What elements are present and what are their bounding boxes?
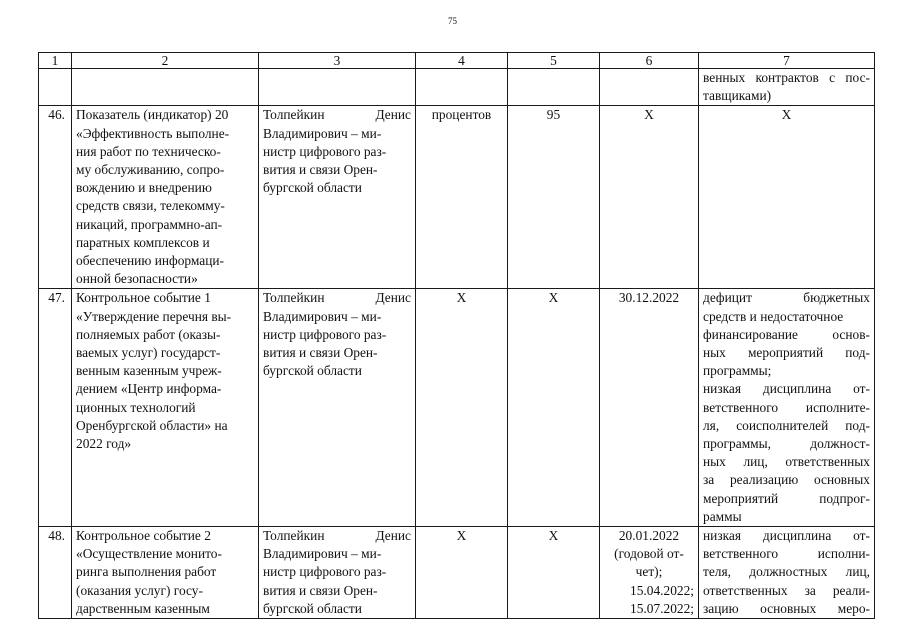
- cell-line: ветственного исполните-: [703, 399, 870, 415]
- cell-line: бургской области: [263, 600, 362, 616]
- cell-line: теля, должностных лиц,: [703, 564, 870, 580]
- cell-value: [508, 69, 600, 106]
- cell-line: зацию основных меро-: [703, 600, 870, 616]
- cell-line: (оказания услуг) госу-: [76, 582, 203, 598]
- cell-value: [508, 527, 600, 619]
- cell-line: му обслуживанию, сопро-: [76, 162, 225, 178]
- cell-line: «Осуществление монито-: [76, 546, 222, 562]
- cell-line: вития и связи Орен-: [263, 582, 378, 598]
- cell-responsible: [259, 527, 416, 619]
- cell-line: нистр цифрового раз-: [263, 326, 387, 342]
- cell-line: венных контрактов с пос-: [703, 70, 870, 85]
- cell-date: [600, 527, 699, 619]
- column-number: 7: [699, 53, 875, 69]
- cell-line: венным казенным учреж-: [76, 363, 222, 379]
- cell-value: [508, 289, 600, 527]
- cell-line: ционных технологий: [76, 399, 196, 415]
- cell-line: дефицит бюджетных: [703, 290, 870, 306]
- row-number: 47.: [39, 289, 72, 527]
- cell-unit: [416, 527, 508, 619]
- cell-line: бургской области: [263, 180, 362, 196]
- page-number: 75: [448, 16, 457, 26]
- cell-line: мероприятий подпрог-: [703, 490, 870, 506]
- cell-line: (годовой от-: [614, 546, 684, 562]
- table-row: [39, 527, 875, 619]
- cell-name: [72, 106, 259, 289]
- cell-line: обеспечению информаци-: [76, 253, 225, 269]
- cell-risks: [699, 289, 875, 527]
- cell-line: средств связи, телекомму-: [76, 198, 225, 214]
- cell-line: ветственного исполни-: [703, 546, 870, 562]
- cell-line: 2022 год»: [76, 436, 132, 452]
- cell-line: ваемых услуг) государст-: [76, 345, 221, 361]
- cell-line: 15.07.2022;: [630, 600, 694, 616]
- cell-name: [72, 527, 259, 619]
- cell-line: программы, должност-: [703, 436, 870, 452]
- cell-name: [72, 69, 259, 106]
- cell-line: нистр цифрового раз-: [263, 564, 387, 580]
- table-row: [39, 289, 875, 527]
- table-row-continuation: [39, 69, 875, 106]
- cell-line: Х: [456, 290, 467, 306]
- cell-line: Оренбургской области» на: [76, 417, 228, 433]
- cell-line: никаций, программно-ап-: [76, 216, 223, 232]
- cell-line: Владимирович – ми-: [263, 546, 382, 562]
- column-numbers-row: [39, 53, 875, 69]
- cell-line: Владимирович – ми-: [263, 125, 382, 141]
- cell-risks: [699, 69, 875, 106]
- cell-line: тавщиками): [703, 88, 772, 104]
- cell-line: ных лиц, ответственных: [703, 454, 870, 470]
- cell-line: вития и связи Орен-: [263, 345, 378, 361]
- table-row: [39, 106, 875, 289]
- column-number: 4: [416, 53, 508, 69]
- plan-table: [38, 52, 875, 619]
- cell-responsible: [259, 289, 416, 527]
- cell-value: [508, 106, 600, 289]
- column-number: 3: [259, 53, 416, 69]
- cell-line: вождению и внедрению: [76, 180, 212, 196]
- column-number: 5: [508, 53, 600, 69]
- cell-date: [600, 106, 699, 289]
- row-number: 46.: [39, 106, 72, 289]
- cell-unit: [416, 106, 508, 289]
- cell-line: Х: [644, 107, 654, 123]
- cell-date: [600, 289, 699, 527]
- cell-line: Толпейкин Денис: [263, 107, 411, 123]
- cell-line: ния работ по техническо-: [76, 143, 221, 159]
- cell-line: ля, соисполнителей под-: [703, 417, 870, 433]
- cell-line: бургской области: [263, 363, 362, 379]
- cell-responsible: [259, 69, 416, 106]
- cell-line: средств и недостаточное: [703, 308, 844, 324]
- cell-unit: [416, 69, 508, 106]
- cell-line: финансирование основ-: [703, 326, 870, 342]
- row-number: 48.: [39, 527, 72, 619]
- cell-number: [39, 69, 72, 106]
- column-number: 1: [39, 53, 72, 69]
- cell-name: [72, 289, 259, 527]
- cell-line: за реализацию основных: [703, 472, 870, 488]
- cell-line: 20.01.2022: [618, 528, 680, 544]
- cell-line: ответственных за реали-: [703, 582, 870, 598]
- cell-line: 95: [546, 107, 561, 123]
- cell-line: дарственным казенным: [76, 600, 210, 616]
- cell-line: Контрольное событие 2: [76, 528, 211, 544]
- cell-unit: [416, 289, 508, 527]
- column-number: 2: [72, 53, 259, 69]
- cell-line: ринга выполнения работ: [76, 564, 217, 580]
- cell-line: «Утверждение перечня вы-: [76, 308, 232, 324]
- cell-line: Толпейкин Денис: [263, 528, 411, 544]
- cell-line: низкая дисциплина от-: [703, 381, 870, 397]
- cell-line: Контрольное событие 1: [76, 290, 211, 306]
- cell-line: онной безопасности»: [76, 271, 198, 287]
- cell-date: [600, 69, 699, 106]
- cell-risks: [699, 527, 875, 619]
- cell-responsible: [259, 106, 416, 289]
- cell-line: низкая дисциплина от-: [703, 528, 870, 544]
- cell-line: Показатель (индикатор) 20: [76, 107, 229, 123]
- cell-line: Х: [548, 528, 559, 544]
- cell-risks: [699, 106, 875, 289]
- cell-line: программы;: [703, 363, 772, 379]
- cell-line: 15.04.2022;: [630, 582, 694, 598]
- cell-line: нистр цифрового раз-: [263, 143, 387, 159]
- cell-line: Владимирович – ми-: [263, 308, 382, 324]
- cell-line: 30.12.2022: [618, 290, 680, 306]
- cell-line: чет);: [635, 564, 663, 580]
- cell-line: «Эффективность выполне-: [76, 125, 230, 141]
- cell-line: дением «Центр информа-: [76, 381, 222, 397]
- cell-line: раммы: [703, 508, 742, 524]
- cell-line: процентов: [431, 107, 492, 123]
- cell-line: Толпейкин Денис: [263, 290, 411, 306]
- column-number: 6: [600, 53, 699, 69]
- cell-line: Х: [781, 107, 792, 123]
- cell-line: ных мероприятий под-: [703, 345, 870, 361]
- cell-line: полняемых работ (оказы-: [76, 326, 221, 342]
- cell-line: Х: [456, 528, 467, 544]
- cell-line: паратных комплексов и: [76, 234, 210, 250]
- cell-line: вития и связи Орен-: [263, 162, 378, 178]
- cell-line: Х: [548, 290, 559, 306]
